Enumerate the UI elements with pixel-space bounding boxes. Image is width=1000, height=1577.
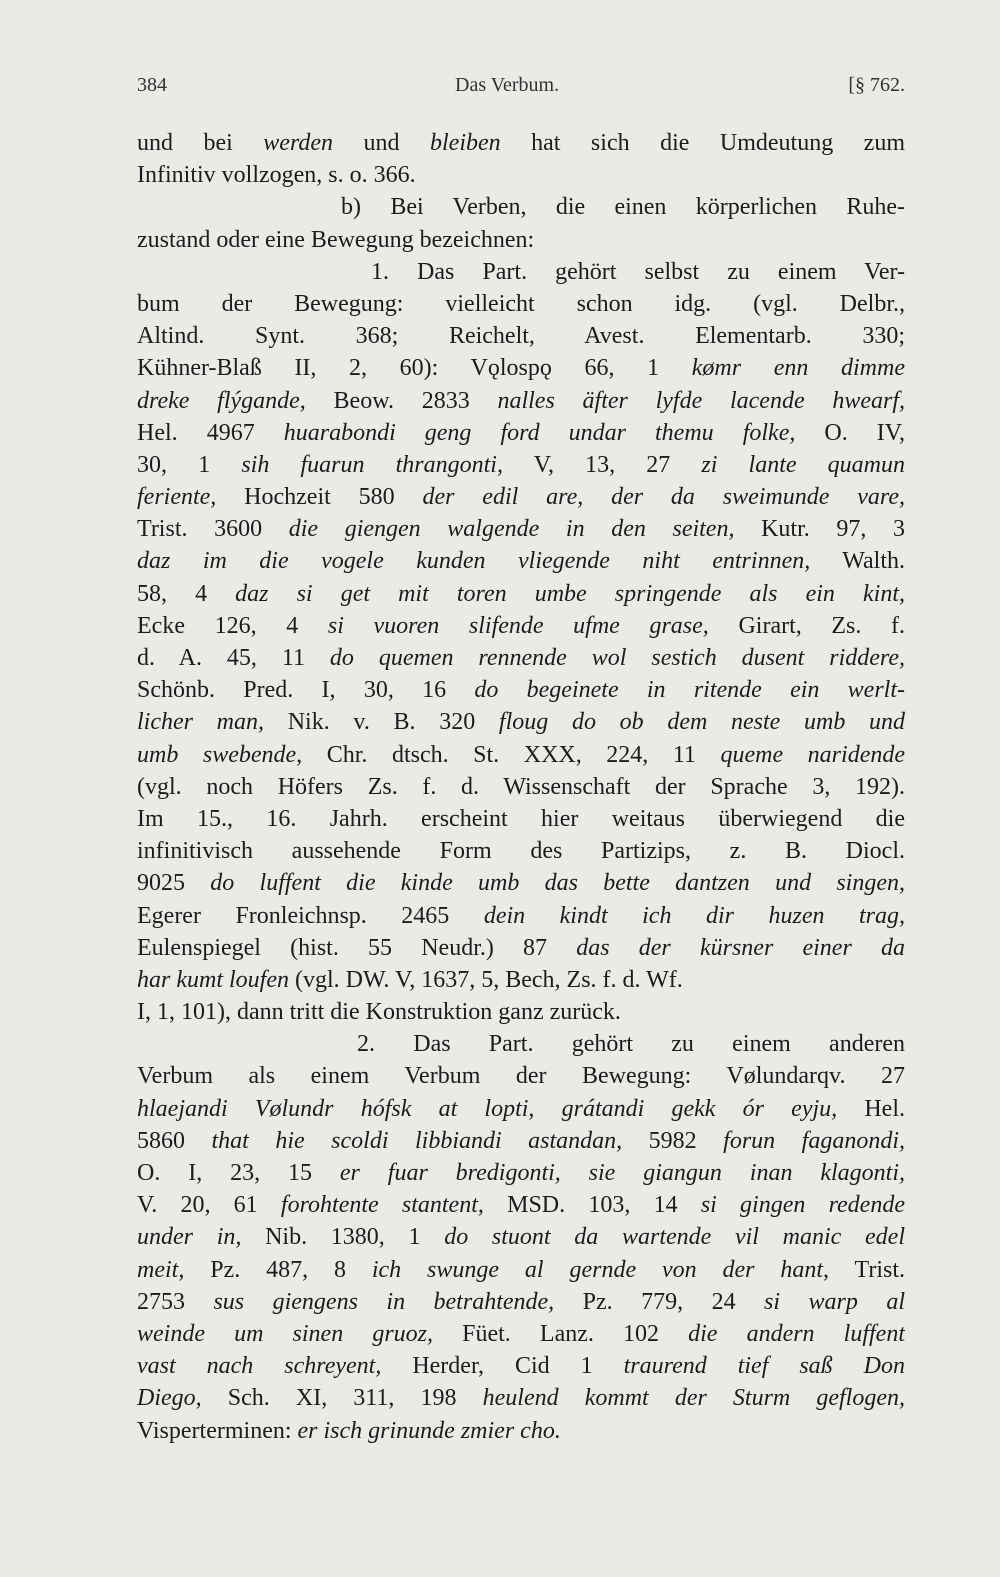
- text-run: V, 13, 27: [502, 451, 702, 478]
- header-title: Das Verbum.: [455, 74, 560, 96]
- text-line: [137, 256, 905, 288]
- text-line: [137, 159, 905, 191]
- italic-citation: hlaejandi Vølundr hófsk at lopti, grátandi gekk ór eyju,: [137, 1095, 838, 1122]
- text-run: Infinitiv vollzogen, s. o. 366.: [137, 162, 416, 189]
- italic-citation: si vuoren slifende ufme grase,: [327, 612, 709, 639]
- text-line: [137, 1350, 905, 1382]
- text-run: Nib. 1380, 1: [241, 1224, 445, 1251]
- italic-citation: huarabondi geng ford undar themu folke,: [283, 419, 796, 446]
- text-run: Beow. 2833: [305, 387, 498, 414]
- text-line: [137, 417, 905, 449]
- text-line: [137, 1254, 905, 1286]
- italic-citation: die andern luffent: [688, 1320, 905, 1347]
- text-line: [137, 385, 905, 417]
- text-run: 1. Das Part. gehört selbst zu einem Ver-: [371, 258, 905, 285]
- text-run: (vgl. noch Höfers Zs. f. d. Wissenschaft der Sprache 3, 192).: [137, 773, 905, 800]
- text-run: infinitivisch aussehende Form des Partizips, z. B. Diocl.: [137, 838, 905, 865]
- text-run: 9025: [137, 870, 211, 897]
- italic-citation: sus giengens in betrahtende,: [213, 1288, 555, 1315]
- text-run: d. A. 45, 11: [137, 645, 330, 671]
- text-line: [137, 545, 905, 577]
- text-line: [137, 1286, 905, 1318]
- italic-citation: dreke flýgande,: [137, 387, 306, 414]
- text-line: [137, 642, 905, 674]
- text-run: 2753: [137, 1288, 214, 1315]
- body-text: [137, 127, 905, 1447]
- text-run: Im 15., 16. Jahrh. erscheint hier weitaus überwiegend die: [137, 805, 905, 832]
- text-line: [137, 1221, 905, 1253]
- italic-citation: das der kürsner einer da: [576, 934, 905, 961]
- text-line: [137, 320, 905, 352]
- text-line: [137, 1125, 905, 1157]
- italic-citation: har kumt loufen: [137, 966, 289, 993]
- text-run: und: [333, 130, 431, 156]
- italic-citation: feriente,: [137, 484, 217, 511]
- italic-citation: nalles äfter lyfde lacende hwearf,: [497, 387, 905, 414]
- italic-citation: forohtente stantent,: [280, 1192, 484, 1219]
- text-run: Herder, Cid 1: [381, 1353, 624, 1380]
- text-line: [137, 1318, 905, 1350]
- text-line: [137, 224, 905, 256]
- text-run: Hochzeit 580: [216, 484, 423, 511]
- italic-citation: vast nach schreyent,: [137, 1353, 382, 1380]
- text-line: [137, 288, 905, 320]
- italic-citation: traurend tief saß Don: [623, 1353, 905, 1380]
- text-run: hat sich die Umdeutung zum: [500, 130, 905, 156]
- text-line: [137, 127, 905, 159]
- text-run: bum der Bewegung: vielleicht schon idg. (vgl. Delbr.,: [137, 290, 905, 317]
- italic-citation: er fuar bredigonti, sie giangun inan klagonti,: [339, 1160, 905, 1186]
- text-run: O. I, 23, 15: [137, 1160, 340, 1186]
- italic-citation: daz im die vogele kunden vliegende niht entrinnen,: [137, 548, 811, 575]
- italic-citation: zi lante quamun: [701, 451, 905, 478]
- text-run: Kühner-Blaß II, 2, 60): Vǫlospǫ 66, 1: [137, 355, 692, 382]
- text-line: [137, 191, 905, 223]
- italic-citation: floug do ob dem neste umb und: [498, 709, 905, 736]
- italic-citation: do luffent die kinde umb das bette dantzen und singen,: [210, 870, 905, 897]
- text-run: I, 1, 101), dann tritt die Konstruktion ganz zurück.: [137, 999, 621, 1026]
- text-line: [137, 706, 905, 738]
- text-run: Trist. 3600: [137, 516, 289, 543]
- italic-citation: daz si get mit toren umbe springende als ein kint,: [235, 580, 905, 607]
- italic-citation: licher man,: [137, 709, 265, 736]
- text-run: Walth.: [810, 548, 905, 575]
- italic-citation: heulend kommt der Sturm geflogen,: [482, 1385, 905, 1412]
- text-line: [137, 610, 905, 642]
- italic-citation: under in,: [137, 1224, 242, 1251]
- italic-citation: bleiben: [430, 130, 501, 156]
- italic-citation: meit,: [137, 1256, 185, 1283]
- text-run: Girart, Zs. f.: [708, 612, 905, 639]
- text-line: [137, 513, 905, 545]
- italic-citation: queme naridende: [720, 741, 905, 768]
- text-run: Altind. Synt. 368; Reichelt, Avest. Elementarb. 330;: [137, 323, 905, 350]
- italic-citation: sih fuarun thrangonti,: [241, 451, 503, 478]
- text-line: [137, 1382, 905, 1414]
- text-run: Füet. Lanz. 102: [433, 1320, 689, 1347]
- text-run: Eulenspiegel (hist. 55 Neudr.) 87: [137, 934, 577, 961]
- text-run: V. 20, 61: [137, 1192, 281, 1219]
- text-line: [137, 867, 905, 899]
- text-run: 5982: [622, 1127, 724, 1154]
- text-run: Verbum als einem Verbum der Bewegung: Vølundarqv. 27: [137, 1063, 905, 1090]
- text-line: [137, 803, 905, 835]
- italic-citation: forun faganondi,: [723, 1127, 905, 1154]
- text-run: Pz. 779, 24: [554, 1288, 765, 1315]
- italic-citation: kømr enn dimme: [691, 355, 905, 382]
- text-line: [137, 578, 905, 610]
- italic-citation: do begeinete in ritende ein werlt-: [474, 677, 905, 704]
- text-line: [137, 771, 905, 803]
- text-run: MSD. 103, 14: [483, 1192, 701, 1219]
- text-run: zustand oder eine Bewegung bezeichnen:: [137, 226, 535, 253]
- text-run: Schönb. Pred. I, 30, 16: [137, 677, 475, 704]
- italic-citation: umb swebende,: [137, 741, 303, 768]
- text-run: 2. Das Part. gehört zu einem anderen: [357, 1031, 905, 1058]
- text-line: [137, 739, 905, 771]
- text-line: [137, 449, 905, 481]
- text-line: [137, 1060, 905, 1092]
- italic-citation: werden: [263, 130, 334, 156]
- italic-citation: do stuont da wartende vil manic edel: [444, 1224, 905, 1251]
- italic-citation: dein kindt ich dir huzen trag,: [483, 902, 905, 929]
- text-run: Egerer Fronleichnsp. 2465: [137, 902, 484, 929]
- text-run: und bei: [137, 130, 264, 156]
- text-run: Hel. 4967: [137, 419, 284, 446]
- text-run: Hel.: [837, 1095, 905, 1122]
- text-line: [137, 835, 905, 867]
- text-line: [137, 481, 905, 513]
- text-line: [137, 1157, 905, 1189]
- italic-citation: ich swunge al gernde von der hant,: [371, 1256, 830, 1283]
- text-run: 58, 4: [137, 580, 236, 607]
- text-line: [137, 674, 905, 706]
- text-line: [137, 1189, 905, 1221]
- text-line: [137, 1415, 905, 1447]
- italic-citation: weinde um sinen gruoz,: [137, 1320, 434, 1347]
- text-run: Kutr. 97, 3: [734, 516, 905, 543]
- text-run: Pz. 487, 8: [184, 1256, 372, 1283]
- text-line: [137, 996, 905, 1028]
- italic-citation: Diego,: [137, 1385, 202, 1412]
- text-run: Nik. v. B. 320: [264, 709, 499, 736]
- text-run: Chr. dtsch. St. XXX, 224, 11: [302, 741, 721, 768]
- italic-citation: si warp al: [764, 1288, 905, 1315]
- text-line: [137, 352, 905, 384]
- text-run: (vgl. DW. V, 1637, 5, Bech, Zs. f. d. Wf.: [288, 966, 683, 993]
- page-number: 384: [137, 74, 167, 96]
- text-run: Trist.: [829, 1256, 905, 1283]
- text-line: [137, 932, 905, 964]
- section-reference: [§ 762.: [848, 74, 905, 96]
- running-header: [137, 74, 905, 104]
- text-line: [137, 964, 905, 996]
- italic-citation: do quemen rennende wol sestich dusent riddere,: [329, 645, 905, 671]
- text-run: Sch. XI, 311, 198: [201, 1385, 483, 1412]
- italic-citation: er isch grinunde zmier cho.: [297, 1417, 561, 1444]
- text-run: 5860: [137, 1127, 212, 1154]
- text-line: [137, 900, 905, 932]
- text-run: Ecke 126, 4: [137, 612, 328, 639]
- text-line: [137, 1093, 905, 1125]
- text-line: [137, 1028, 905, 1060]
- text-run: b) Bei Verben, die einen körperlichen Ruhe-: [341, 194, 905, 221]
- italic-citation: die giengen walgende in den seiten,: [288, 516, 735, 543]
- text-run: Visperterminen:: [137, 1417, 298, 1444]
- text-run: 30, 1: [137, 451, 242, 478]
- text-run: O. IV,: [795, 419, 905, 446]
- italic-citation: that hie scoldi libbiandi astandan,: [211, 1127, 623, 1154]
- italic-citation: der edil are, der da sweimunde vare,: [422, 484, 905, 511]
- italic-citation: si gingen redende: [700, 1192, 905, 1219]
